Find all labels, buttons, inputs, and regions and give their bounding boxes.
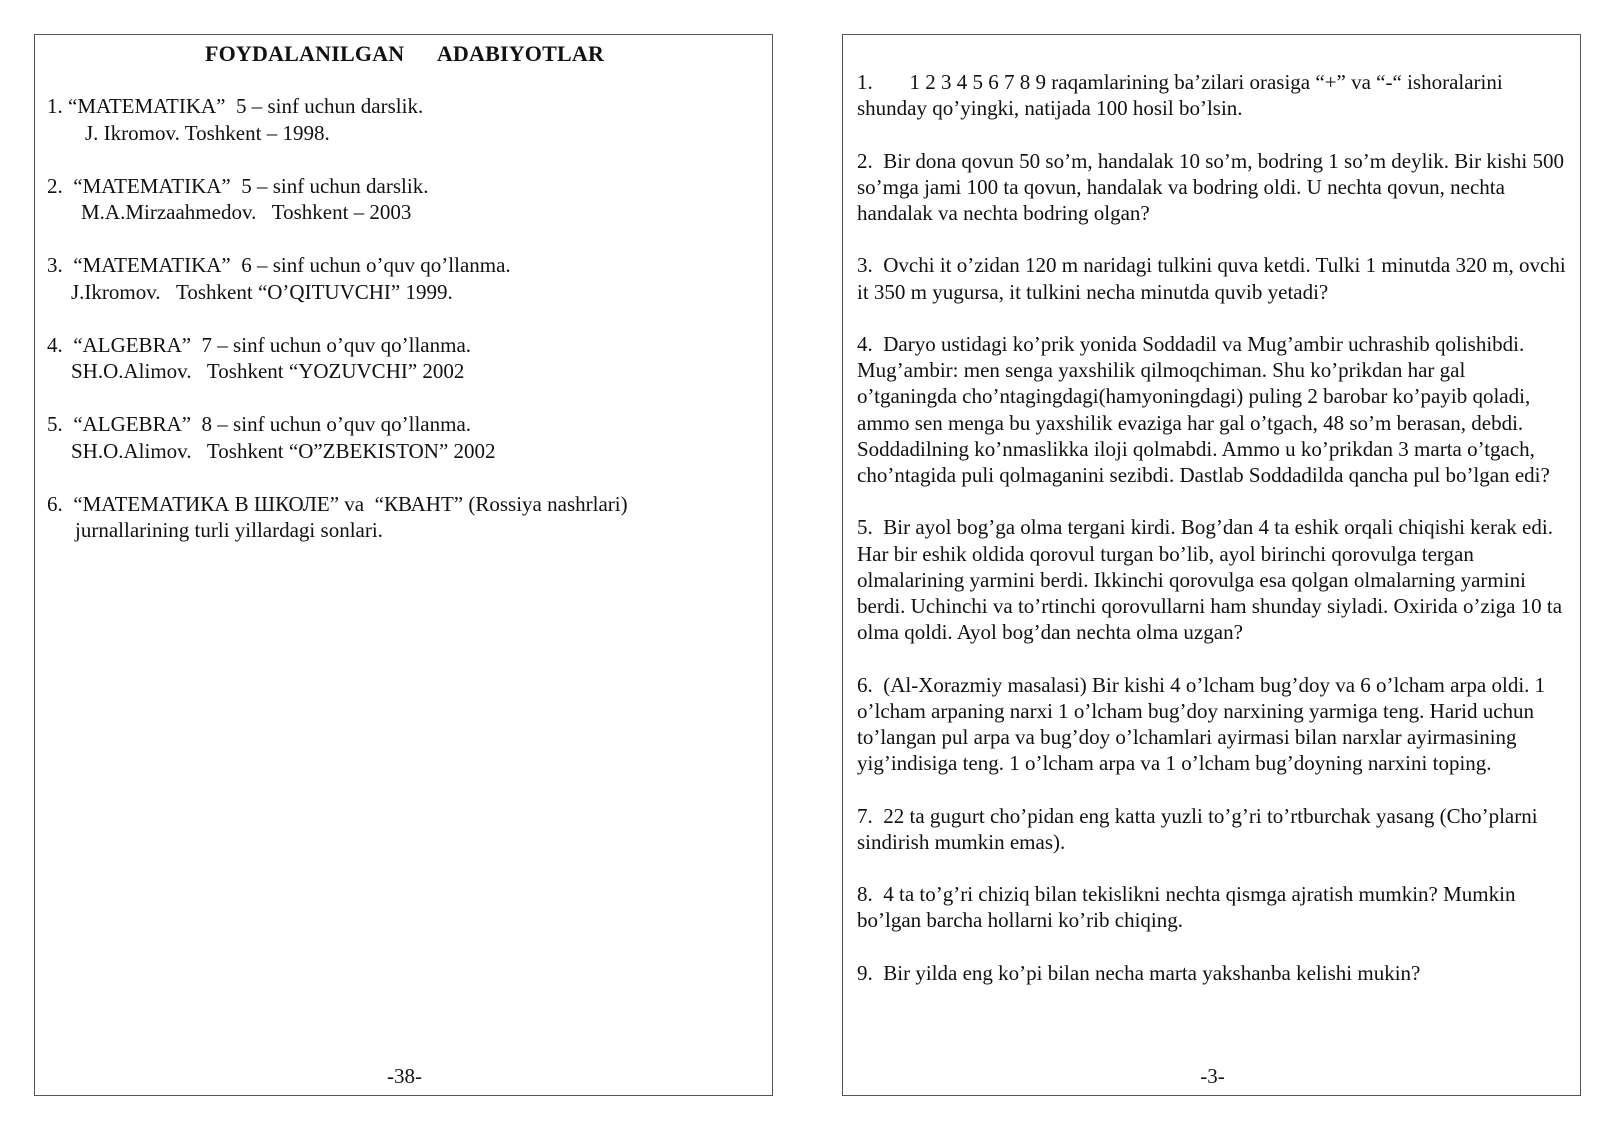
problem-number: 7. — [857, 803, 884, 828]
reference-item — [47, 491, 757, 544]
problem-number: 1. — [857, 70, 910, 94]
reference-title: 4. “ALGEBRA” 7 – sinf uchun o’quv qo’llanma. — [47, 332, 472, 357]
problem-number: 6. — [857, 672, 884, 697]
problem-text: Ovchi it o’zidan 120 m naridagi tulkini quva ketdi. Tulki 1 minutda 320 m, ovchi it 350 m yugursa, it tulkini necha minutda quvib yetadi? — [857, 253, 1566, 304]
page-number: -3- — [1200, 1064, 1225, 1088]
problem-item — [857, 252, 1569, 304]
problem-text: Daryo ustidagi ko’prik yonida Soddadil va Mug’ambir uchrashib qolishibdi. Mug’ambir: men senga yaxshilik qilmoqchiman. Shu ko’prikdan har gal o’tganingda cho’ntagingdagi(hamyoningdagi) puling 2 barobar ko’payib qoladi, ammo sen menga bu yaxshilik evaziga har gal o’tgach, 48 so’m berasan, debdi. Soddadilning ko’nmaslikka iloji qolmabdi. Ammo u ko’prikdan 3 marta o’tgach, cho’ntagida puli qolmaganini sezibdi. Dastlab Soddadilda qancha pul bo’lgan edi? — [857, 331, 1550, 487]
references-list — [47, 93, 757, 570]
reference-author: SH.O.Alimov. Toshkent “YOZUVCHI” 2002 — [71, 359, 465, 383]
reference-item — [47, 411, 757, 464]
problem-text: (Al-Xorazmiy masalasi) Bir kishi 4 o’lcham bug’doy va 6 o’lcham arpa oldi. 1 o’lcham arpaning narxi 1 o’lcham bug’doy narxining yarmiga teng. Harid uchun to’langan pul arpa va bug’doy o’lchamlari ayirmasi bilan narxlar ayirmasining yig’indisiga teng. 1 o’lcham arpa va 1 o’lcham bug’doyning narxini toping. — [857, 672, 1546, 776]
reference-item — [47, 93, 757, 146]
reference-item — [47, 173, 757, 226]
reference-item — [47, 332, 757, 385]
problem-number: 9. — [857, 960, 884, 985]
problem-text: 1 2 3 4 5 6 7 8 9 raqamlarining ba’zilari orasiga “+” va “-“ ishoralarini shunday qo’yingki, natijada 100 hosil bo’lsin. — [857, 70, 1503, 121]
problem-item — [857, 881, 1569, 933]
right-page — [842, 34, 1581, 1096]
problem-item — [857, 148, 1569, 227]
page-number: -38- — [387, 1064, 422, 1088]
reference-title: 3. “MATEMATIKA” 6 – sinf uchun o’quv qo’llanma. — [47, 253, 511, 277]
problem-text: Bir dona qovun 50 so’m, handalak 10 so’m, bodring 1 so’m deylik. Bir kishi 500 so’mga jami 100 ta qovun, handalak va bodring oldi. U nechta qovun, nechta handalak va nechta bodring olgan? — [857, 148, 1564, 225]
reference-author: J.Ikromov. Toshkent “O’QITUVCHI” 1999. — [71, 279, 453, 304]
problem-item — [857, 514, 1569, 645]
problem-item — [857, 672, 1569, 777]
reference-title: 1. “MATEMATIKA” 5 – sinf uchun darslik. — [47, 94, 424, 118]
reference-author: M.A.Mirzaahmedov. Toshkent – 2003 — [81, 200, 412, 224]
problem-text: Bir yilda eng ko’pi bilan necha marta yakshanba kelishi mukin? — [883, 960, 1421, 985]
reference-title: 2. “MATEMATIKA” 5 – sinf uchun darslik. — [47, 173, 429, 198]
problem-number: 8. — [857, 882, 884, 907]
reference-author: SH.O.Alimov. Toshkent “O”ZBEKISTON” 2002 — [71, 438, 496, 463]
reference-title: 5. “ALGEBRA” 8 – sinf uchun o’quv qo’llanma. — [47, 412, 472, 436]
reference-author: J. Ikromov. Toshkent – 1998. — [85, 120, 330, 145]
problem-item — [857, 331, 1569, 488]
problem-text: 4 ta to’g’ri chiziq bilan tekislikni nechta qismga ajratish mumkin? Mumkin bo’lgan barcha hollarni ko’rib chiqing. — [857, 882, 1516, 933]
references-heading: FOYDALANILGAN ADABIYOTLAR — [204, 41, 605, 66]
problem-number: 3. — [857, 253, 884, 278]
reference-item — [47, 252, 757, 305]
left-page — [34, 34, 773, 1096]
problems-list — [857, 69, 1569, 1012]
problem-number: 5. — [857, 515, 884, 540]
reference-author: jurnallarining turli yillardagi sonlari. — [75, 518, 383, 542]
problem-text: 22 ta gugurt cho’pidan eng katta yuzli to’g’ri to’rtburchak yasang (Cho’plarni sindirish mumkin emas). — [857, 803, 1538, 854]
problem-number: 2. — [857, 148, 884, 173]
problem-item — [857, 803, 1569, 855]
problem-number: 4. — [857, 331, 884, 356]
problem-item — [857, 69, 1569, 121]
problem-text: Bir ayol bog’ga olma tergani kirdi. Bog’dan 4 ta eshik orqali chiqishi kerak edi. Har bir eshik oldida qorovul turgan bo’lib, ayol birinchi qorovulga tergan olmalarining yarmini berdi. Ikkinchi qorovulga esa qolgan olmalarning yarmini berdi. Uchinchi va to’rtinchi qorovullarni ham shunday siyladi. Oxirida o’ziga 10 ta olma qoldi. Ayol bog’dan nechta olma uzgan? — [857, 515, 1563, 645]
reference-title: 6. “МАТЕМАТИКА В ШКОЛЕ” va “КВАНТ” (Rossiya nashrlari) — [47, 491, 628, 516]
problem-item — [857, 960, 1569, 986]
